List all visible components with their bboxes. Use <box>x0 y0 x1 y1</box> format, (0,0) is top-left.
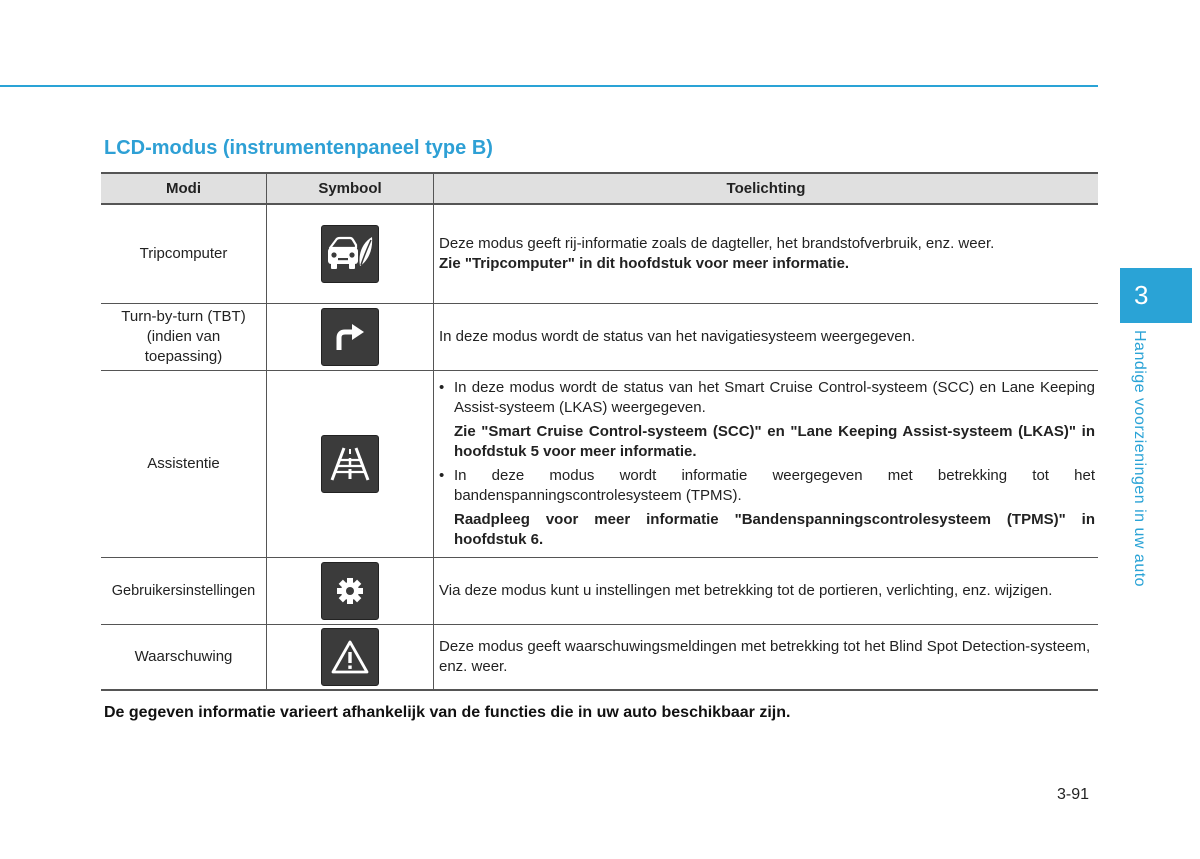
mode-name-line: Turn-by-turn (TBT) <box>121 307 246 325</box>
description-cell <box>434 303 1099 370</box>
mode-name: Waarschuwing <box>101 624 267 690</box>
description-bullet: • In deze modus wordt de status van het Smart Cruise Control-systeem (SCC) en Lane Keeping Assist-systeem (LKAS) weergegeven. <box>439 378 1095 418</box>
warning-triangle-icon <box>321 628 379 686</box>
reference-note: Zie "Tripcomputer" in dit hoofdstuk voor meer informatie. <box>439 254 850 272</box>
symbol-cell <box>267 370 434 557</box>
description-bullet: • In deze modus wordt informatie weergegeven met betrekking tot het bandenspanningscontrolesysteem (TPMS). <box>439 466 1095 506</box>
mode-name: Assistentie <box>101 370 267 557</box>
table-row <box>101 624 1098 690</box>
footnote: De gegeven informatie varieert afhankelijk van de functies die in uw auto beschikbaar zijn. <box>104 704 791 721</box>
mode-name: Gebruikersinstellingen <box>101 557 267 624</box>
description-cell <box>434 204 1099 303</box>
reference-note: Zie "Smart Cruise Control-systeem (SCC)" en "Lane Keeping Assist-systeem (LKAS)" in hoofdstuk 5 voor meer informatie. <box>454 422 1095 460</box>
mode-name-line: (indien van <box>146 327 221 345</box>
turn-right-arrow-icon <box>321 308 379 366</box>
section-title: LCD-modus (instrumentenpaneel type B) <box>104 137 493 159</box>
reference-note: Raadpleeg voor meer informatie "Bandenspanningscontrolesysteem (TPMS)" in hoofdstuk 6. <box>454 510 1095 548</box>
lane-assist-icon <box>321 435 379 493</box>
description-text: In deze modus wordt de status van het navigatiesysteem weergegeven. <box>439 327 916 345</box>
symbol-cell <box>267 204 434 303</box>
chapter-number: 3 <box>1134 280 1149 310</box>
description-text: Deze modus geeft rij-informatie zoals de dagteller, het brandstofverbruik, enz. weer. <box>439 234 995 252</box>
page-number: 3-91 <box>1057 786 1090 803</box>
header-toelichting: Toelichting <box>434 173 1099 204</box>
mode-name: Tripcomputer <box>101 204 267 303</box>
chapter-tab <box>1120 268 1192 323</box>
lcd-modes-table <box>101 172 1098 691</box>
top-rule <box>0 85 1098 87</box>
table-row <box>101 204 1098 303</box>
description-text: Deze modus geeft waarschuwingsmeldingen met betrekking tot het Blind Spot Detection-systeem, enz. weer. <box>439 637 1091 675</box>
table-row <box>101 303 1098 370</box>
header-symbool: Symbool <box>267 173 434 204</box>
symbol-cell <box>267 303 434 370</box>
symbol-cell <box>267 557 434 624</box>
table-row <box>101 370 1098 557</box>
description-cell <box>434 624 1099 690</box>
gear-icon <box>321 562 379 620</box>
description-text: Via deze modus kunt u instellingen met betrekking tot de portieren, verlichting, enz. wijzigen. <box>439 581 1053 599</box>
mode-name-line: toepassing) <box>144 347 223 365</box>
description-cell <box>434 557 1099 624</box>
description-cell <box>434 370 1099 557</box>
mode-name <box>101 303 267 370</box>
symbol-cell <box>267 624 434 690</box>
table-header-row <box>101 173 1098 204</box>
header-modi: Modi <box>101 173 267 204</box>
chapter-title: Handige voorzieningen in uw auto <box>1131 330 1148 588</box>
trip-computer-icon <box>321 225 379 283</box>
table-row <box>101 557 1098 624</box>
